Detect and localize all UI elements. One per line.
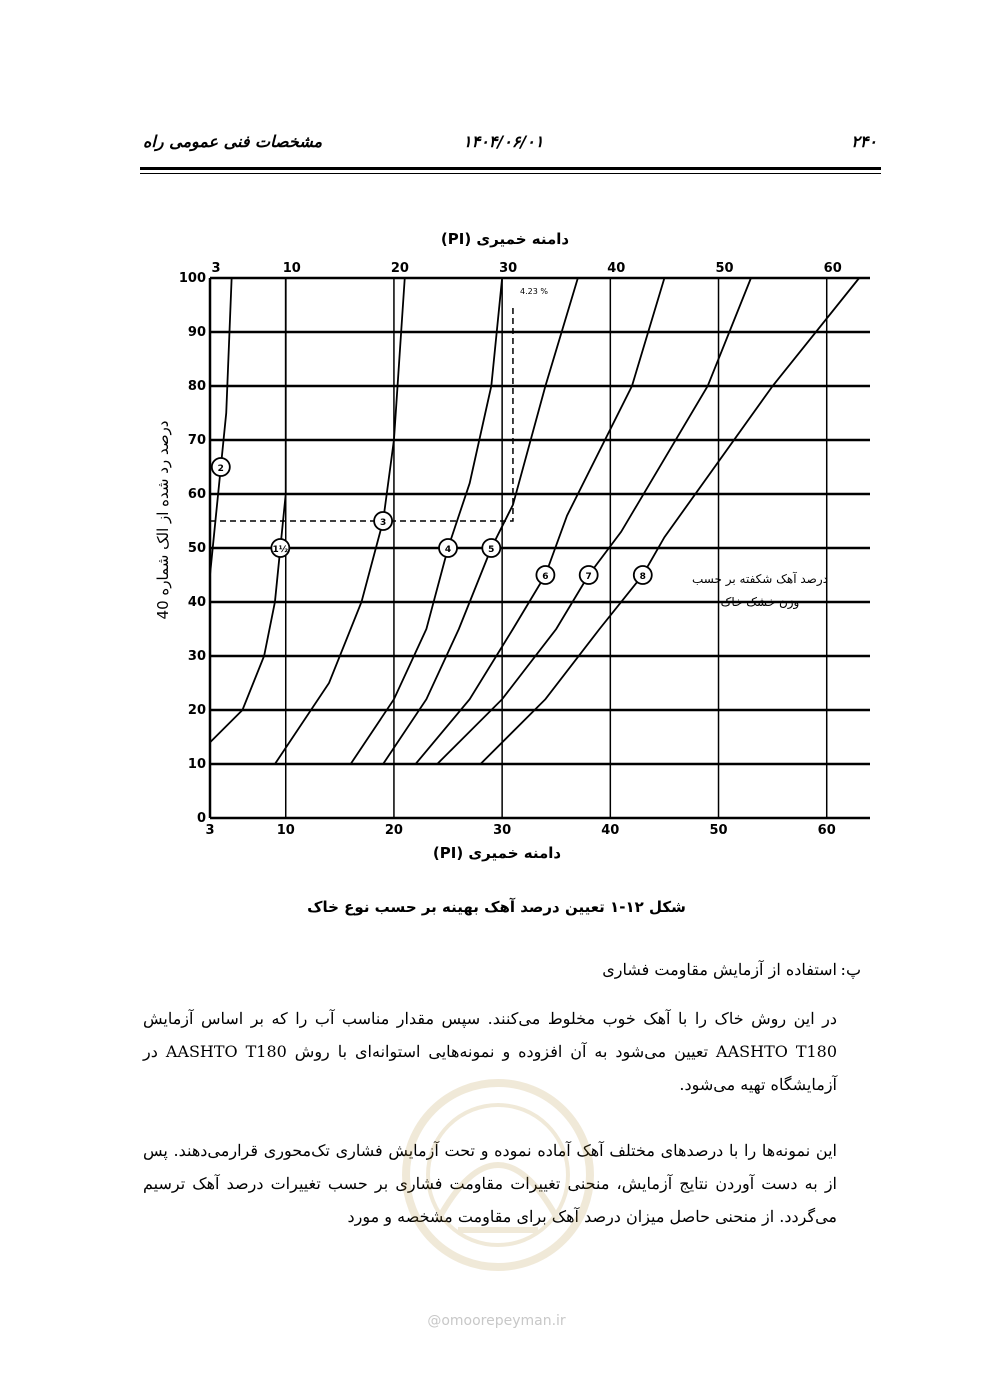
x-tick-label-bottom: 60: [817, 823, 836, 838]
x-tick-label-top: 3: [211, 261, 221, 276]
chart-curves: [210, 278, 859, 764]
top-axis-title: دامنه خمیری (PI): [440, 230, 570, 248]
x-tick-label-bottom: 10: [276, 823, 295, 838]
x-tick-label-bottom: 40: [601, 823, 620, 838]
y-tick-label: 60: [187, 487, 206, 502]
y-tick-label: 90: [187, 325, 206, 340]
curve-label-3: 3: [379, 518, 387, 528]
x-tick-label-top: 60: [823, 261, 842, 276]
x-tick-label-bottom: 20: [384, 823, 403, 838]
document-title: مشخصات فنی عمومی راه: [143, 132, 323, 151]
bottom-axis-title: دامنه خمیری (PI): [432, 844, 562, 862]
chart-labels: [179, 261, 842, 838]
x-tick-label-bottom: 3: [205, 823, 215, 838]
curve-label-7: 7: [585, 572, 592, 582]
document-date: ۱۴۰۴/۰۶/۰۱: [463, 132, 544, 151]
y-tick-label: 80: [187, 379, 206, 394]
y-tick-label: 100: [178, 271, 206, 286]
y-tick-label: 40: [187, 595, 206, 610]
curve-8: [480, 278, 859, 764]
curve-label-2: 2: [217, 464, 224, 474]
curve-label-6: 6: [542, 572, 549, 582]
x-tick-label-bottom: 50: [709, 823, 728, 838]
curve-label-5: 5: [488, 545, 495, 555]
y-tick-label: 10: [187, 757, 206, 772]
paragraph-2: این نمونه‌ها را با درصدهای مختلف آهک آماده نموده و تحت آزمایش فشاری تک‌محوری قرارمی‌دهند. پس از به دست آوردن نتایج آزمایش، منحنی تغییرات مقاومت فشاری بر حسب تغییرات درصد آهک ترسیم می‌گردد. از منحنی حاصل میزان درصد آهک برای مقاومت مشخصه و مورد: [143, 1141, 838, 1226]
watermark-text: @omoorepeyman.ir: [427, 1313, 566, 1329]
chart-grid: [210, 278, 870, 818]
curve-1½: [210, 278, 286, 742]
x-tick-label-top: 30: [499, 261, 518, 276]
page-number: ۲۴۰: [851, 132, 877, 151]
x-tick-label-top: 40: [607, 261, 626, 276]
curve-2: [210, 278, 232, 575]
section-title: استفاده از آزمایش مقاومت فشاری: [602, 960, 837, 979]
paragraph-1: در این روش خاک را با آهک خوب مخلوط می‌کنند. سپس مقدار مناسب آب را که بر اساس آزمایش AASHTO T180 تعیین می‌شود به آن افزوده و نمونه‌هایی استوانه‌ای با روش AASHTO T180 در آزمایشگاه تهیه می‌شود.: [143, 1009, 838, 1094]
y-tick-label: 70: [187, 433, 206, 448]
curve-label-8: 8: [639, 572, 646, 582]
y-axis-title: درصد رد شده از الک شماره 40: [154, 420, 172, 620]
x-tick-label-top: 20: [390, 261, 409, 276]
curve-label-4: 4: [444, 545, 452, 555]
figure-caption: شکل ۱۲-۱ تعیین درصد آهک بهینه بر حسب نوع خاک: [307, 898, 686, 916]
y-tick-label: 50: [187, 541, 206, 556]
legend-text-line2: وزن خشک خاک: [720, 595, 800, 609]
curve-label-1½: 1½: [272, 545, 289, 555]
section-label: پ:: [840, 960, 861, 979]
x-tick-label-bottom: 30: [493, 823, 512, 838]
legend-text-line1: درصد آهک شکفته بر حسب: [692, 572, 828, 586]
x-tick-label-top: 10: [282, 261, 301, 276]
x-tick-label-top: 50: [715, 261, 734, 276]
y-tick-label: 0: [196, 811, 206, 826]
annotation-percent: 4.23 %: [520, 287, 548, 296]
watermark-seal-icon: [398, 1070, 598, 1280]
y-tick-label: 20: [187, 703, 206, 718]
y-tick-label: 30: [187, 649, 206, 664]
